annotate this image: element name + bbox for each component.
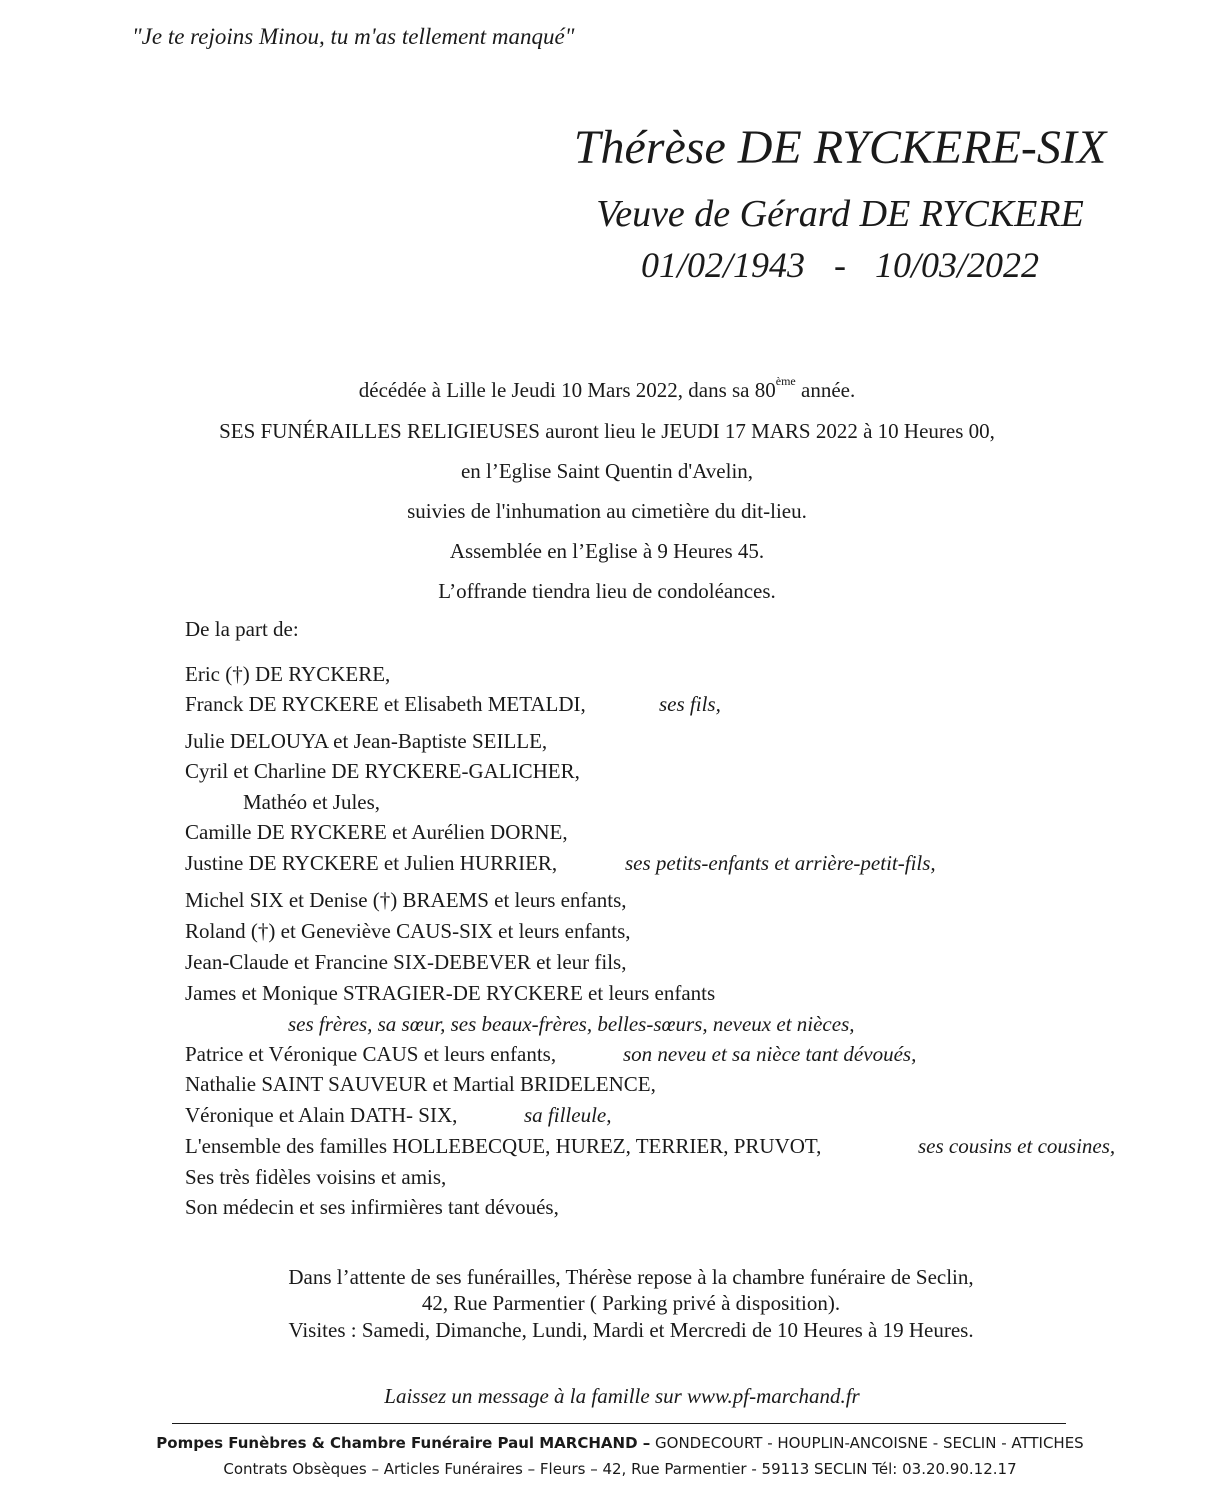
family-role: ses fils, [659, 692, 721, 716]
visiting-hours: Visites : Samedi, Dimanche, Lundi, Mardi et Mercredi de 10 Heures à 19 Heures. [288, 1318, 974, 1342]
rest-address: 42, Rue Parmentier ( Parking privé à disposition). [421, 1291, 841, 1315]
rest-info: Dans l’attente de ses funérailles, Thérèse repose à la chambre funéraire de Seclin, [288, 1265, 974, 1289]
family-line: Patrice et Véronique CAUS et leurs enfants, son neveu et sa nièce tant dévoués, [185, 1042, 917, 1066]
family-line: Julie DELOUYA et Jean-Baptiste SEILLE, [185, 729, 548, 753]
death-date: 10/03/2022 [875, 245, 1040, 285]
family-line: Roland (†) et Geneviève CAUS-SIX et leurs enfants, [185, 919, 631, 943]
family-line: Franck DE RYCKERE et Elisabeth METALDI, ses fils, [185, 692, 721, 716]
family-line: Michel SIX et Denise (†) BRAEMS et leurs enfants, [185, 888, 627, 912]
footer-services: Contrats Obsèques – Articles Funéraires – Fleurs – 42, Rue Parmentier - 59113 SECLIN Tél: 03.20.90.12.17 [223, 1460, 1017, 1478]
from-label: De la part de: [185, 617, 299, 641]
family-line: Ses très fidèles voisins et amis, [185, 1165, 447, 1189]
website-message: Laissez un message à la famille sur www.pf-marchand.fr [384, 1384, 860, 1408]
family-role: ses cousins et cousines, [918, 1134, 1116, 1158]
footer-divider [172, 1423, 1066, 1424]
death-notice: décédée à Lille le Jeudi 10 Mars 2022, dans sa 80ème année. [358, 374, 856, 402]
family-role: ses frères, sa sœur, ses beaux-frères, belles-sœurs, neveux et nièces, [288, 1012, 855, 1036]
church-notice: en l’Eglise Saint Quentin d'Avelin, [460, 459, 754, 483]
burial-notice: suivies de l'inhumation au cimetière du dit-lieu. [407, 499, 807, 523]
offering-notice: L’offrande tiendra lieu de condoléances. [438, 579, 776, 603]
family-role: ses petits-enfants et arrière-petit-fils, [625, 851, 936, 875]
family-line: Justine DE RYCKERE et Julien HURRIER, ses petits-enfants et arrière-petit-fils, [185, 851, 936, 875]
funeral-notice: SES FUNÉRAILLES RELIGIEUSES auront lieu le JEUDI 17 MARS 2022 à 10 Heures 00, [219, 419, 995, 443]
family-line: Son médecin et ses infirmières tant dévoués, [185, 1195, 559, 1219]
family-line: L'ensemble des familles HOLLEBECQUE, HUREZ, TERRIER, PRUVOT, ses cousins et cousines, [185, 1134, 1116, 1158]
family-line: Eric (†) DE RYCKERE, [185, 662, 391, 686]
family-line: James et Monique STRAGIER-DE RYCKERE et leurs enfants [185, 981, 716, 1005]
family-line: Véronique et Alain DATH- SIX, sa filleule, [185, 1103, 612, 1127]
family-line: Nathalie SAINT SAUVEUR et Martial BRIDELENCE, [185, 1072, 656, 1096]
family-role: sa filleule, [524, 1103, 612, 1127]
family-role: son neveu et sa nièce tant dévoués, [623, 1042, 917, 1066]
date-separator: - [834, 245, 846, 285]
footer-company: Pompes Funèbres & Chambre Funéraire Paul MARCHAND – GONDECOURT - HOUPLIN-ANCOISNE - SECLIN - ATTICHES [156, 1434, 1084, 1452]
epitaph-quote: "Je te rejoins Minou, tu m'as tellement manqué" [132, 24, 575, 49]
widow-of: Veuve de Gérard DE RYCKERE [596, 193, 1084, 235]
family-line: Mathéo et Jules, [243, 790, 381, 814]
family-line: Cyril et Charline DE RYCKERE-GALICHER, [185, 759, 580, 783]
birth-date: 01/02/1943 [640, 245, 805, 285]
deceased-name: Thérèse DE RYCKERE-SIX [573, 121, 1107, 174]
assembly-notice: Assemblée en l’Eglise à 9 Heures 45. [449, 539, 765, 563]
life-dates [520, 244, 1160, 286]
family-line: Camille DE RYCKERE et Aurélien DORNE, [185, 820, 568, 844]
family-line: Jean-Claude et Francine SIX-DEBEVER et leur fils, [185, 950, 627, 974]
